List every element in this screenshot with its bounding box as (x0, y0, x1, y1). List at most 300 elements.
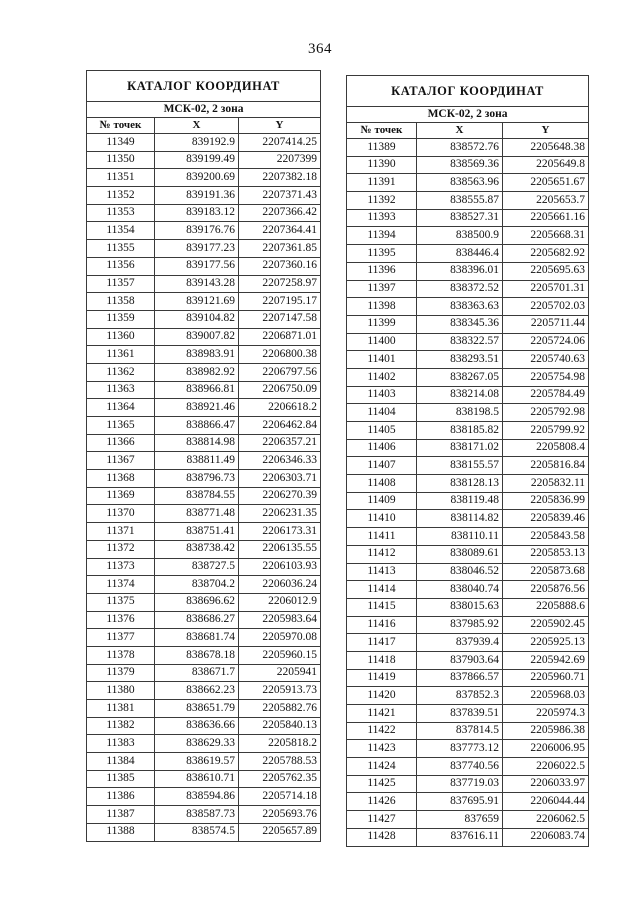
x-coordinate-cell: 839177.23 (155, 240, 239, 258)
y-coordinate-cell: 2207364.41 (239, 222, 321, 240)
point-number-cell: 11363 (87, 381, 155, 399)
y-coordinate-cell: 2205902.45 (503, 616, 589, 634)
x-coordinate-cell: 839191.36 (155, 187, 239, 205)
point-number-cell: 11396 (347, 262, 417, 280)
point-number-cell: 11378 (87, 646, 155, 664)
x-coordinate-cell: 838704.2 (155, 576, 239, 594)
y-coordinate-cell: 2205701.31 (503, 280, 589, 298)
point-number-cell: 11422 (347, 722, 417, 740)
x-coordinate-cell: 838345.36 (417, 315, 503, 333)
point-number-cell: 11365 (87, 417, 155, 435)
y-coordinate-cell: 2205843.58 (503, 528, 589, 546)
table-row (347, 386, 589, 404)
table-row (87, 558, 321, 576)
x-coordinate-cell: 838651.79 (155, 700, 239, 718)
y-coordinate-cell: 2206231.35 (239, 505, 321, 523)
x-coordinate-cell: 838555.87 (417, 192, 503, 210)
point-number-cell: 11394 (347, 227, 417, 245)
y-coordinate-cell: 2206346.33 (239, 452, 321, 470)
table-row (347, 545, 589, 563)
x-coordinate-cell: 838363.63 (417, 298, 503, 316)
y-coordinate-cell: 2205960.15 (239, 646, 321, 664)
point-number-cell: 11383 (87, 735, 155, 753)
y-coordinate-cell: 2205876.56 (503, 581, 589, 599)
x-coordinate-cell: 839104.82 (155, 310, 239, 328)
table-row (87, 700, 321, 718)
table-row (347, 245, 589, 263)
table-row (347, 457, 589, 475)
table-row (87, 346, 321, 364)
x-coordinate-cell: 838046.52 (417, 563, 503, 581)
point-number-cell: 11425 (347, 775, 417, 793)
x-coordinate-cell: 838784.55 (155, 487, 239, 505)
x-coordinate-cell: 838446.4 (417, 245, 503, 263)
point-number-cell: 11385 (87, 770, 155, 788)
x-coordinate-cell: 838921.46 (155, 399, 239, 417)
y-coordinate-cell: 2205888.6 (503, 598, 589, 616)
x-coordinate-cell: 838727.5 (155, 558, 239, 576)
point-number-cell: 11427 (347, 811, 417, 829)
x-coordinate-cell: 838214.08 (417, 386, 503, 404)
y-coordinate-cell: 2205649.8 (503, 156, 589, 174)
x-coordinate-cell: 838267.05 (417, 368, 503, 386)
y-coordinate-cell: 2205818.2 (239, 735, 321, 753)
table-row (347, 368, 589, 386)
y-coordinate-cell: 2206303.71 (239, 470, 321, 488)
point-number-cell: 11424 (347, 758, 417, 776)
table-row (347, 262, 589, 280)
y-coordinate-cell: 2207414.25 (239, 134, 321, 152)
point-number-cell: 11356 (87, 257, 155, 275)
table-row (347, 422, 589, 440)
x-coordinate-cell: 837985.92 (417, 616, 503, 634)
point-number-cell: 11357 (87, 275, 155, 293)
point-number-cell: 11395 (347, 245, 417, 263)
point-number-cell: 11419 (347, 669, 417, 687)
table-row (347, 634, 589, 652)
y-coordinate-cell: 2205840.13 (239, 717, 321, 735)
y-coordinate-cell: 2207360.16 (239, 257, 321, 275)
catalog-zone: МСК-02, 2 зона (347, 107, 589, 123)
x-coordinate-cell: 839143.28 (155, 275, 239, 293)
table-row (347, 828, 589, 846)
x-coordinate-cell: 838015.63 (417, 598, 503, 616)
table-row (347, 811, 589, 829)
table-row (87, 523, 321, 541)
point-number-cell: 11386 (87, 788, 155, 806)
table-row (347, 333, 589, 351)
y-coordinate-cell: 2205657.89 (239, 823, 321, 841)
table-row (87, 806, 321, 824)
y-coordinate-cell: 2205702.03 (503, 298, 589, 316)
x-coordinate-cell: 837773.12 (417, 740, 503, 758)
point-number-cell: 11413 (347, 563, 417, 581)
point-number-cell: 11376 (87, 611, 155, 629)
y-coordinate-cell: 2205832.11 (503, 475, 589, 493)
point-number-cell: 11353 (87, 204, 155, 222)
y-coordinate-cell: 2205913.73 (239, 682, 321, 700)
table-row (87, 399, 321, 417)
table-row (347, 775, 589, 793)
point-number-cell: 11392 (347, 192, 417, 210)
table-row (347, 139, 589, 157)
y-coordinate-cell: 2207195.17 (239, 293, 321, 311)
table-row (347, 192, 589, 210)
x-coordinate-cell: 839192.9 (155, 134, 239, 152)
x-coordinate-cell: 838185.82 (417, 422, 503, 440)
y-coordinate-cell: 2205784.49 (503, 386, 589, 404)
y-coordinate-cell: 2206036.24 (239, 576, 321, 594)
x-coordinate-cell: 838128.13 (417, 475, 503, 493)
point-number-cell: 11411 (347, 528, 417, 546)
x-coordinate-cell: 839007.82 (155, 328, 239, 346)
table-row (347, 510, 589, 528)
point-number-cell: 11382 (87, 717, 155, 735)
y-coordinate-cell: 2206033.97 (503, 775, 589, 793)
x-coordinate-cell: 838563.96 (417, 174, 503, 192)
x-coordinate-cell: 838396.01 (417, 262, 503, 280)
x-coordinate-cell: 838155.57 (417, 457, 503, 475)
x-coordinate-cell: 838678.18 (155, 646, 239, 664)
y-coordinate-cell: 2205960.71 (503, 669, 589, 687)
y-coordinate-cell: 2205808.4 (503, 439, 589, 457)
y-coordinate-cell: 2207399 (239, 151, 321, 169)
table-row (87, 611, 321, 629)
table-row (347, 616, 589, 634)
table-row (87, 540, 321, 558)
x-coordinate-cell: 838811.49 (155, 452, 239, 470)
table-row (347, 227, 589, 245)
point-number-cell: 11377 (87, 629, 155, 647)
table-row (347, 280, 589, 298)
table-row (347, 722, 589, 740)
y-coordinate-cell: 2205836.99 (503, 492, 589, 510)
x-coordinate-cell: 839199.49 (155, 151, 239, 169)
point-number-cell: 11407 (347, 457, 417, 475)
y-coordinate-cell: 2205882.76 (239, 700, 321, 718)
point-number-cell: 11349 (87, 134, 155, 152)
y-coordinate-cell: 2206012.9 (239, 593, 321, 611)
column-header-y: Y (503, 123, 589, 139)
x-coordinate-cell: 838171.02 (417, 439, 503, 457)
x-coordinate-cell: 838681.74 (155, 629, 239, 647)
point-number-cell: 11405 (347, 422, 417, 440)
column-header-x: X (155, 118, 239, 134)
table-row (347, 687, 589, 705)
x-coordinate-cell: 838040.74 (417, 581, 503, 599)
point-number-cell: 11402 (347, 368, 417, 386)
column-header-x: X (417, 123, 503, 139)
table-row (87, 328, 321, 346)
point-number-cell: 11355 (87, 240, 155, 258)
point-number-cell: 11367 (87, 452, 155, 470)
table-row (87, 257, 321, 275)
point-number-cell: 11358 (87, 293, 155, 311)
x-coordinate-cell: 838293.51 (417, 351, 503, 369)
x-coordinate-cell: 837903.64 (417, 651, 503, 669)
point-number-cell: 11406 (347, 439, 417, 457)
x-coordinate-cell: 838771.48 (155, 505, 239, 523)
x-coordinate-cell: 837939.4 (417, 634, 503, 652)
x-coordinate-cell: 838198.5 (417, 404, 503, 422)
point-number-cell: 11369 (87, 487, 155, 505)
y-coordinate-cell: 2207361.85 (239, 240, 321, 258)
point-number-cell: 11391 (347, 174, 417, 192)
x-coordinate-cell: 838751.41 (155, 523, 239, 541)
column-header-point: № точек (87, 118, 155, 134)
y-coordinate-cell: 2205839.46 (503, 510, 589, 528)
catalog-title: КАТАЛОГ КООРДИНАТ (87, 71, 321, 102)
point-number-cell: 11360 (87, 328, 155, 346)
x-coordinate-cell: 839183.12 (155, 204, 239, 222)
table-row (87, 788, 321, 806)
y-coordinate-cell: 2205941 (239, 664, 321, 682)
table-row (347, 651, 589, 669)
table-row (347, 492, 589, 510)
table-row (87, 240, 321, 258)
point-number-cell: 11428 (347, 828, 417, 846)
point-number-cell: 11426 (347, 793, 417, 811)
y-coordinate-cell: 2206135.55 (239, 540, 321, 558)
point-number-cell: 11412 (347, 545, 417, 563)
table-row (87, 593, 321, 611)
x-coordinate-cell: 838686.27 (155, 611, 239, 629)
x-coordinate-cell: 838814.98 (155, 434, 239, 452)
point-number-cell: 11399 (347, 315, 417, 333)
point-number-cell: 11384 (87, 753, 155, 771)
point-number-cell: 11368 (87, 470, 155, 488)
y-coordinate-cell: 2205792.98 (503, 404, 589, 422)
y-coordinate-cell: 2205799.92 (503, 422, 589, 440)
y-coordinate-cell: 2207147.58 (239, 310, 321, 328)
table-row (347, 209, 589, 227)
x-coordinate-cell: 838574.5 (155, 823, 239, 841)
table-row (87, 487, 321, 505)
point-number-cell: 11397 (347, 280, 417, 298)
y-coordinate-cell: 2205942.69 (503, 651, 589, 669)
point-number-cell: 11359 (87, 310, 155, 328)
y-coordinate-cell: 2207371.43 (239, 187, 321, 205)
point-number-cell: 11403 (347, 386, 417, 404)
table-row (87, 470, 321, 488)
y-coordinate-cell: 2205853.13 (503, 545, 589, 563)
table-row (347, 439, 589, 457)
table-row (87, 770, 321, 788)
y-coordinate-cell: 2206800.38 (239, 346, 321, 364)
y-coordinate-cell: 2205740.63 (503, 351, 589, 369)
x-coordinate-cell: 837866.57 (417, 669, 503, 687)
table-row (87, 629, 321, 647)
point-number-cell: 11388 (87, 823, 155, 841)
point-number-cell: 11390 (347, 156, 417, 174)
x-coordinate-cell: 838662.23 (155, 682, 239, 700)
y-coordinate-cell: 2205968.03 (503, 687, 589, 705)
point-number-cell: 11361 (87, 346, 155, 364)
x-coordinate-cell: 837852.3 (417, 687, 503, 705)
x-coordinate-cell: 838796.73 (155, 470, 239, 488)
y-coordinate-cell: 2206006.95 (503, 740, 589, 758)
table-row (347, 174, 589, 192)
point-number-cell: 11387 (87, 806, 155, 824)
x-coordinate-cell: 838982.92 (155, 363, 239, 381)
y-coordinate-cell: 2206270.39 (239, 487, 321, 505)
table-row (347, 793, 589, 811)
x-coordinate-cell: 838738.42 (155, 540, 239, 558)
table-row (87, 505, 321, 523)
point-number-cell: 11409 (347, 492, 417, 510)
table-row (87, 823, 321, 841)
x-coordinate-cell: 838619.57 (155, 753, 239, 771)
y-coordinate-cell: 2207366.42 (239, 204, 321, 222)
y-coordinate-cell: 2205711.44 (503, 315, 589, 333)
table-row (87, 134, 321, 152)
table-row (347, 298, 589, 316)
x-coordinate-cell: 837814.5 (417, 722, 503, 740)
x-coordinate-cell: 838636.66 (155, 717, 239, 735)
x-coordinate-cell: 838866.47 (155, 417, 239, 435)
point-number-cell: 11373 (87, 558, 155, 576)
column-header-point: № точек (347, 123, 417, 139)
x-coordinate-cell: 838119.48 (417, 492, 503, 510)
table-row (87, 753, 321, 771)
y-coordinate-cell: 2206022.5 (503, 758, 589, 776)
y-coordinate-cell: 2206044.44 (503, 793, 589, 811)
table-row (87, 735, 321, 753)
column-header-y: Y (239, 118, 321, 134)
table-row (87, 682, 321, 700)
y-coordinate-cell: 2205925.13 (503, 634, 589, 652)
y-coordinate-cell: 2206462.84 (239, 417, 321, 435)
x-coordinate-cell: 838372.52 (417, 280, 503, 298)
table-row (87, 434, 321, 452)
point-number-cell: 11414 (347, 581, 417, 599)
table-row (347, 740, 589, 758)
point-number-cell: 11410 (347, 510, 417, 528)
x-coordinate-cell: 838966.81 (155, 381, 239, 399)
x-coordinate-cell: 837616.11 (417, 828, 503, 846)
table-row (87, 293, 321, 311)
x-coordinate-cell: 838500.9 (417, 227, 503, 245)
table-row (87, 151, 321, 169)
y-coordinate-cell: 2205816.84 (503, 457, 589, 475)
catalog-zone: МСК-02, 2 зона (87, 102, 321, 118)
y-coordinate-cell: 2206871.01 (239, 328, 321, 346)
y-coordinate-cell: 2205653.7 (503, 192, 589, 210)
y-coordinate-cell: 2205970.08 (239, 629, 321, 647)
table-row (87, 363, 321, 381)
x-coordinate-cell: 838671.7 (155, 664, 239, 682)
x-coordinate-cell: 837695.91 (417, 793, 503, 811)
point-number-cell: 11370 (87, 505, 155, 523)
y-coordinate-cell: 2206797.56 (239, 363, 321, 381)
x-coordinate-cell: 837719.03 (417, 775, 503, 793)
point-number-cell: 11351 (87, 169, 155, 187)
table-row (87, 187, 321, 205)
point-number-cell: 11404 (347, 404, 417, 422)
x-coordinate-cell: 838569.36 (417, 156, 503, 174)
y-coordinate-cell: 2207382.18 (239, 169, 321, 187)
y-coordinate-cell: 2206357.21 (239, 434, 321, 452)
point-number-cell: 11366 (87, 434, 155, 452)
x-coordinate-cell: 838594.86 (155, 788, 239, 806)
y-coordinate-cell: 2205724.06 (503, 333, 589, 351)
x-coordinate-cell: 838629.33 (155, 735, 239, 753)
y-coordinate-cell: 2207258.97 (239, 275, 321, 293)
catalog-title: КАТАЛОГ КООРДИНАТ (347, 76, 589, 107)
y-coordinate-cell: 2205986.38 (503, 722, 589, 740)
x-coordinate-cell: 838114.82 (417, 510, 503, 528)
y-coordinate-cell: 2205974.3 (503, 705, 589, 723)
y-coordinate-cell: 2205983.64 (239, 611, 321, 629)
x-coordinate-cell: 838089.61 (417, 545, 503, 563)
table-row (347, 404, 589, 422)
table-row (347, 563, 589, 581)
y-coordinate-cell: 2205693.76 (239, 806, 321, 824)
coordinate-catalog-table-right (346, 75, 589, 847)
x-coordinate-cell: 838696.62 (155, 593, 239, 611)
page-number: 364 (308, 41, 332, 57)
y-coordinate-cell: 2205661.16 (503, 209, 589, 227)
x-coordinate-cell: 837839.51 (417, 705, 503, 723)
y-coordinate-cell: 2206062.5 (503, 811, 589, 829)
point-number-cell: 11381 (87, 700, 155, 718)
x-coordinate-cell: 839177.56 (155, 257, 239, 275)
y-coordinate-cell: 2206103.93 (239, 558, 321, 576)
y-coordinate-cell: 2205668.31 (503, 227, 589, 245)
table-row (87, 452, 321, 470)
x-coordinate-cell: 839200.69 (155, 169, 239, 187)
x-coordinate-cell: 837740.56 (417, 758, 503, 776)
y-coordinate-cell: 2206750.09 (239, 381, 321, 399)
point-number-cell: 11418 (347, 651, 417, 669)
table-row (87, 381, 321, 399)
point-number-cell: 11374 (87, 576, 155, 594)
x-coordinate-cell: 838110.11 (417, 528, 503, 546)
y-coordinate-cell: 2205682.92 (503, 245, 589, 263)
y-coordinate-cell: 2206618.2 (239, 399, 321, 417)
table-row (347, 475, 589, 493)
point-number-cell: 11400 (347, 333, 417, 351)
point-number-cell: 11393 (347, 209, 417, 227)
point-number-cell: 11417 (347, 634, 417, 652)
point-number-cell: 11362 (87, 363, 155, 381)
point-number-cell: 11401 (347, 351, 417, 369)
table-row (347, 156, 589, 174)
x-coordinate-cell: 837659 (417, 811, 503, 829)
x-coordinate-cell: 839121.69 (155, 293, 239, 311)
y-coordinate-cell: 2206083.74 (503, 828, 589, 846)
y-coordinate-cell: 2206173.31 (239, 523, 321, 541)
point-number-cell: 11364 (87, 399, 155, 417)
x-coordinate-cell: 839176.76 (155, 222, 239, 240)
x-coordinate-cell: 838527.31 (417, 209, 503, 227)
point-number-cell: 11350 (87, 151, 155, 169)
table-row (87, 275, 321, 293)
y-coordinate-cell: 2205788.53 (239, 753, 321, 771)
x-coordinate-cell: 838587.73 (155, 806, 239, 824)
point-number-cell: 11421 (347, 705, 417, 723)
point-number-cell: 11380 (87, 682, 155, 700)
y-coordinate-cell: 2205754.98 (503, 368, 589, 386)
point-number-cell: 11416 (347, 616, 417, 634)
table-row (87, 646, 321, 664)
point-number-cell: 11372 (87, 540, 155, 558)
y-coordinate-cell: 2205695.63 (503, 262, 589, 280)
x-coordinate-cell: 838322.57 (417, 333, 503, 351)
table-row (347, 315, 589, 333)
y-coordinate-cell: 2205648.38 (503, 139, 589, 157)
point-number-cell: 11371 (87, 523, 155, 541)
